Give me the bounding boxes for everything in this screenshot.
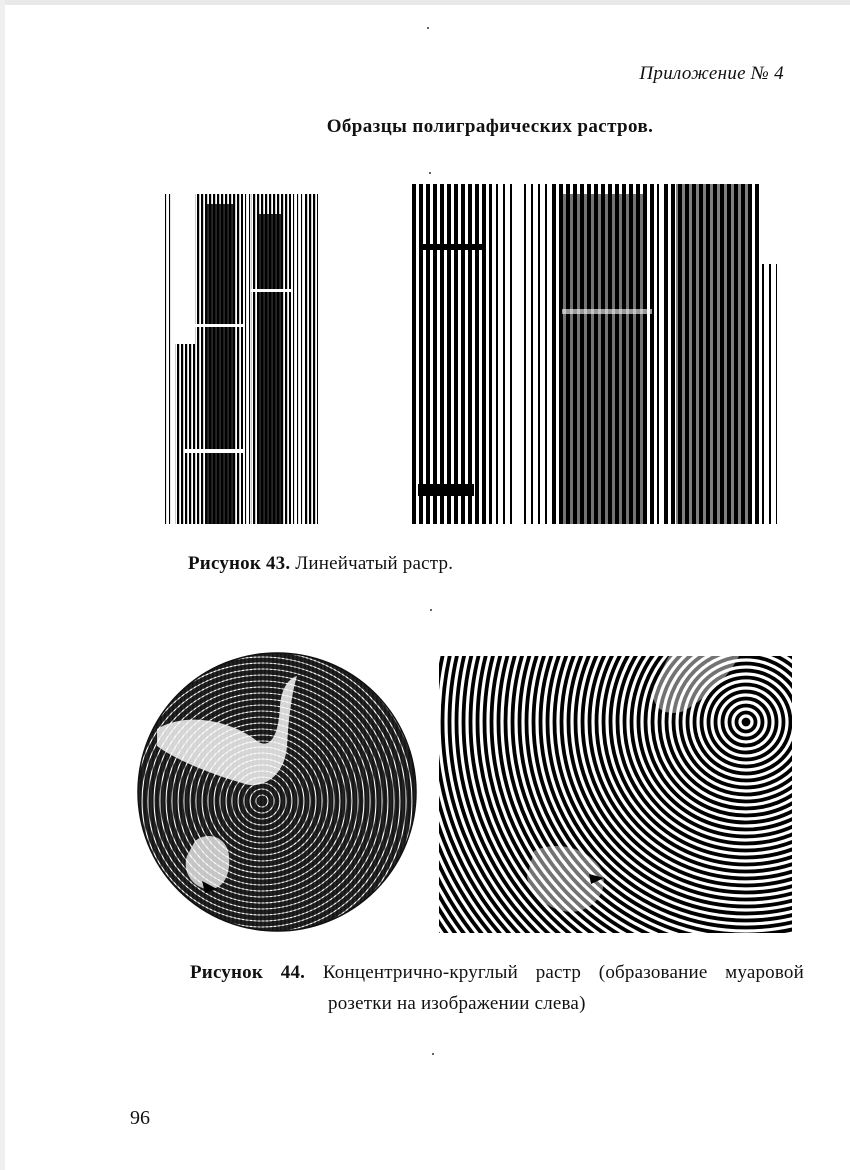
scan-edge <box>0 0 5 1170</box>
figure-43-caption <box>188 553 453 575</box>
figure-43-label: Рисунок 43. <box>188 553 291 574</box>
figure-44-right-image <box>439 656 792 933</box>
scan-speck <box>429 172 431 174</box>
figure-43-left-image <box>165 194 318 524</box>
figure-44-caption <box>190 962 804 984</box>
figure-43-text: Линейчатый растр. <box>295 553 454 574</box>
figure-44-text-line1: Концентрично-круглый растр (образование муаровой <box>322 962 804 983</box>
page-title: Образцы полиграфических растров. <box>326 116 654 137</box>
scan-speck <box>430 609 432 611</box>
page-number: 96 <box>130 1107 150 1129</box>
figure-44-left-image <box>137 651 417 933</box>
scan-speck <box>427 27 429 29</box>
scan-speck <box>432 1053 434 1055</box>
figure-44-caption-continued: розетки на изображении слева) <box>328 993 586 1014</box>
appendix-label: Приложение № 4 <box>639 63 784 84</box>
figure-43-right-image <box>412 184 777 524</box>
figure-44-label: Рисунок 44. <box>190 962 306 983</box>
scan-edge <box>0 0 850 5</box>
